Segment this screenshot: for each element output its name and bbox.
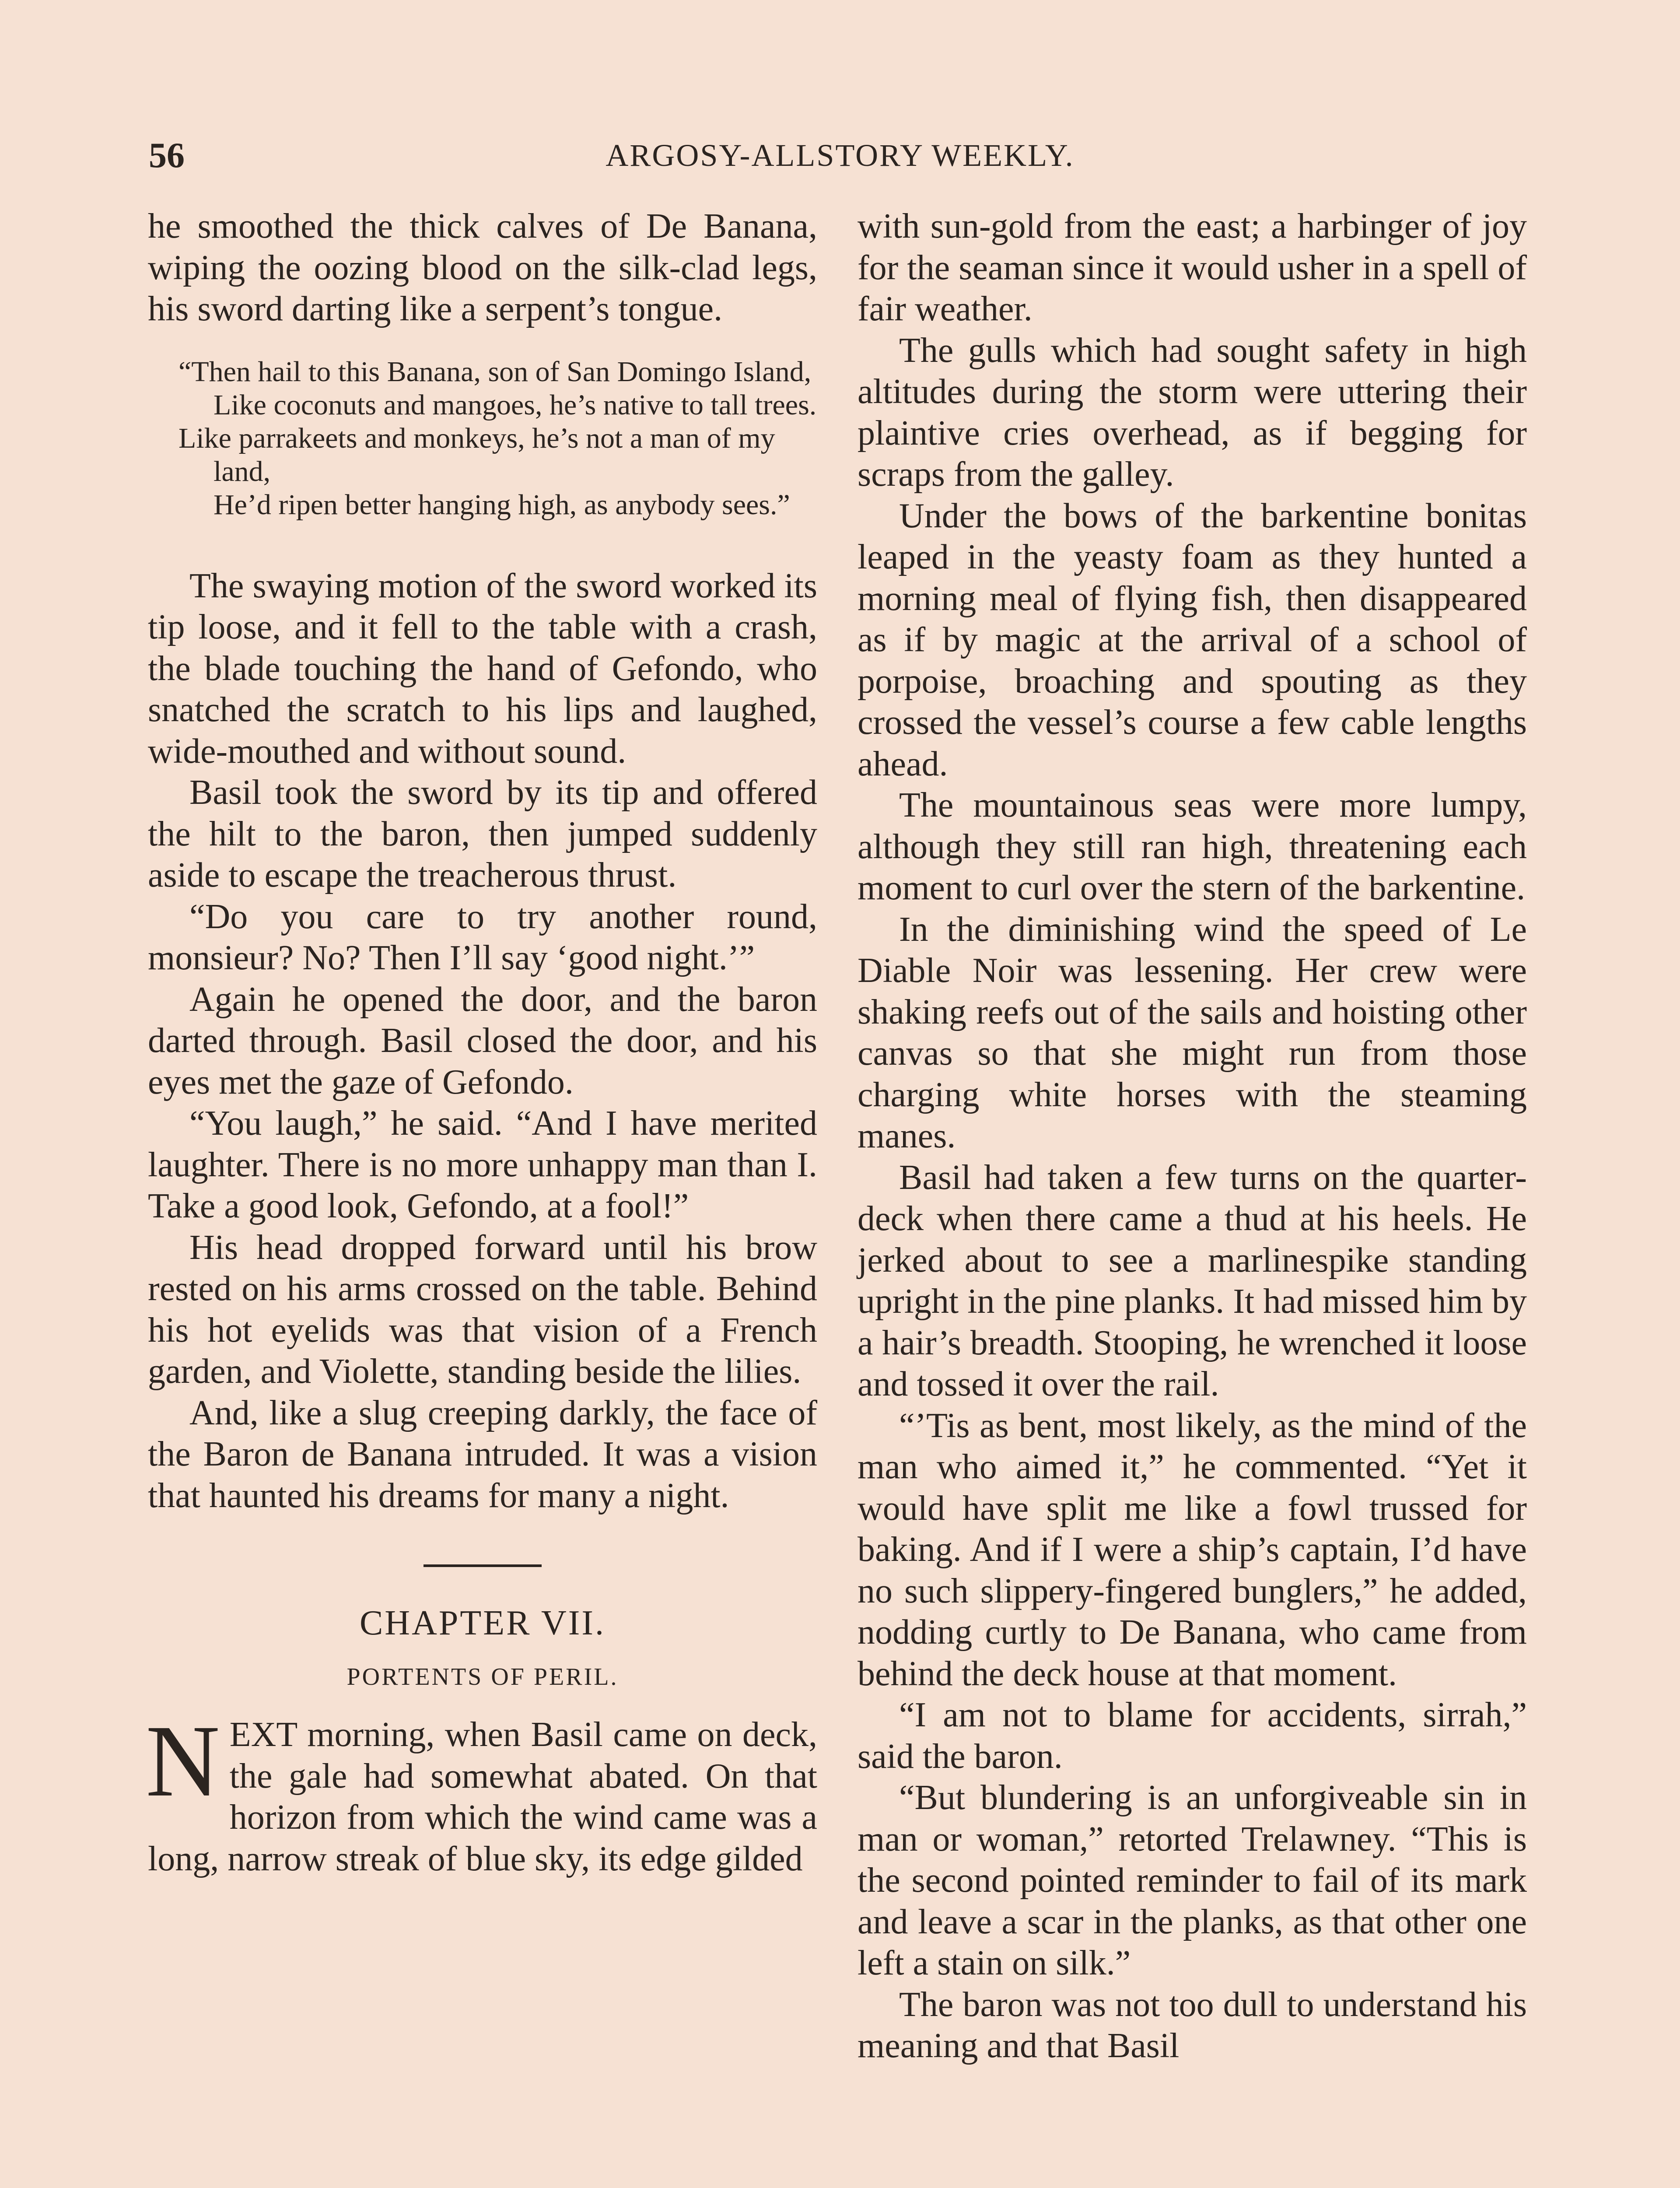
verse-line: He’d ripen better hanging high, as anybody sees.” bbox=[214, 488, 790, 521]
left-column bbox=[148, 206, 817, 1879]
paragraph: The gulls which had sought safety in high altitudes during the storm were uttering their plaintive cries overhead, as if begging for scraps from the galley. bbox=[858, 331, 1527, 494]
chapter-opening-text: EXT morning, when Basil came on deck, the gale had somewhat abated. On that horizon from which the wind came was a long, narrow streak of blue sky, its edge gilded bbox=[148, 1715, 817, 1878]
paragraph: he smoothed the thick calves of De Banana, wiping the oozing blood on the silk-clad legs, his sword darting like a serpent’s tongue. bbox=[148, 207, 817, 328]
paragraph: Under the bows of the barkentine bonitas leaped in the yeasty foam as they hunted a morning meal of flying fish, then disappeared as if by magic at the arrival of a school of porpoise, broaching and spouting as they crossed the vessel’s course a few cable lengths ahead. bbox=[858, 496, 1527, 783]
paragraph: “Do you care to try another round, monsieur? No? Then I’ll say ‘good night.’” bbox=[148, 897, 817, 977]
paragraph: The mountainous seas were more lumpy, although they still ran high, threatening each moment to curl over the stern of the barkentine. bbox=[858, 786, 1527, 907]
right-column bbox=[858, 206, 1527, 2067]
chapter-subtitle: PORTENTS OF PERIL. bbox=[346, 1663, 619, 1690]
verse-line: Like coconuts and mangoes, he’s native to tall trees. bbox=[214, 389, 817, 421]
drop-cap: N bbox=[146, 1704, 220, 1818]
paragraph: Basil had taken a few turns on the quarter-deck when there came a thud at his heels. He jerked about to see a marlinespike standing upright in the pine planks. It had missed him by a hair’s breadth. Stooping, he wrenched it loose and tossed it over the rail. bbox=[858, 1158, 1527, 1403]
paragraph: The swaying motion of the sword worked its tip loose, and it fell to the table with a crash, the blade touching the hand of Gefondo, who snatched the scratch to his lips and laughed, wide-mouthed and without sound. bbox=[148, 566, 817, 771]
running-head: ARGOSY-ALLSTORY WEEKLY. bbox=[606, 138, 1074, 173]
page-number: 56 bbox=[149, 135, 185, 175]
paragraph: His head dropped forward until his brow rested on his arms crossed on the table. Behind his hot eyelids was that vision of a French garden, and Violette, standing beside the lilies. bbox=[148, 1228, 817, 1391]
paragraph: The baron was not too dull to understand his meaning and that Basil bbox=[858, 1985, 1527, 2065]
section-divider bbox=[424, 1564, 542, 1567]
paragraph: Basil took the sword by its tip and offered the hilt to the baron, then jumped suddenly aside to escape the treacherous thrust. bbox=[148, 773, 817, 894]
verse-line: “Then hail to this Banana, son of San Domingo Island, bbox=[178, 355, 812, 388]
paragraph: In the diminishing wind the speed of Le Diable Noir was lessening. Her crew were shaking reefs out of the sails and hoisting other canvas so that she might run from those charging white horses with the steaming manes. bbox=[858, 910, 1527, 1155]
paragraph: And, like a slug creeping darkly, the face of the Baron de Banana intruded. It was a vision that haunted his dreams for many a night. bbox=[148, 1393, 817, 1515]
chapter-title: CHAPTER VII. bbox=[359, 1604, 606, 1642]
paragraph: with sun-gold from the east; a harbinger of joy for the seaman since it would usher in a spell of fair weather. bbox=[858, 207, 1527, 328]
paragraph: Again he opened the door, and the baron darted through. Basil closed the door, and his eyes met the gaze of Gefondo. bbox=[148, 980, 817, 1101]
paragraph: “But blundering is an unforgiveable sin in man or woman,” retorted Trelawney. “This is the second pointed reminder to fail of its mark and leave a scar in the planks, as that other one left a stain on silk.” bbox=[858, 1778, 1527, 1982]
paragraph: “’Tis as bent, most likely, as the mind of the man who aimed it,” he commented. “Yet it would have split me like a fowl trussed for baking. And if I were a ship’s captain, I’d have no such slippery-fingered bunglers,” he added, nodding curtly to De Banana, who came from behind the deck house at that moment. bbox=[858, 1406, 1527, 1693]
paragraph: “I am not to blame for accidents, sirrah,” said the baron. bbox=[858, 1696, 1527, 1776]
page-header bbox=[149, 131, 1531, 179]
chapter-opening-paragraph bbox=[146, 1704, 817, 1879]
verse-line: Like parrakeets and monkeys, he’s not a man of my land, bbox=[178, 422, 775, 487]
verse-block bbox=[148, 355, 817, 522]
paragraph: “You laugh,” he said. “And I have merited laughter. There is no more unhappy man than I. Take a good look, Gefondo, at a fool!” bbox=[148, 1104, 817, 1225]
